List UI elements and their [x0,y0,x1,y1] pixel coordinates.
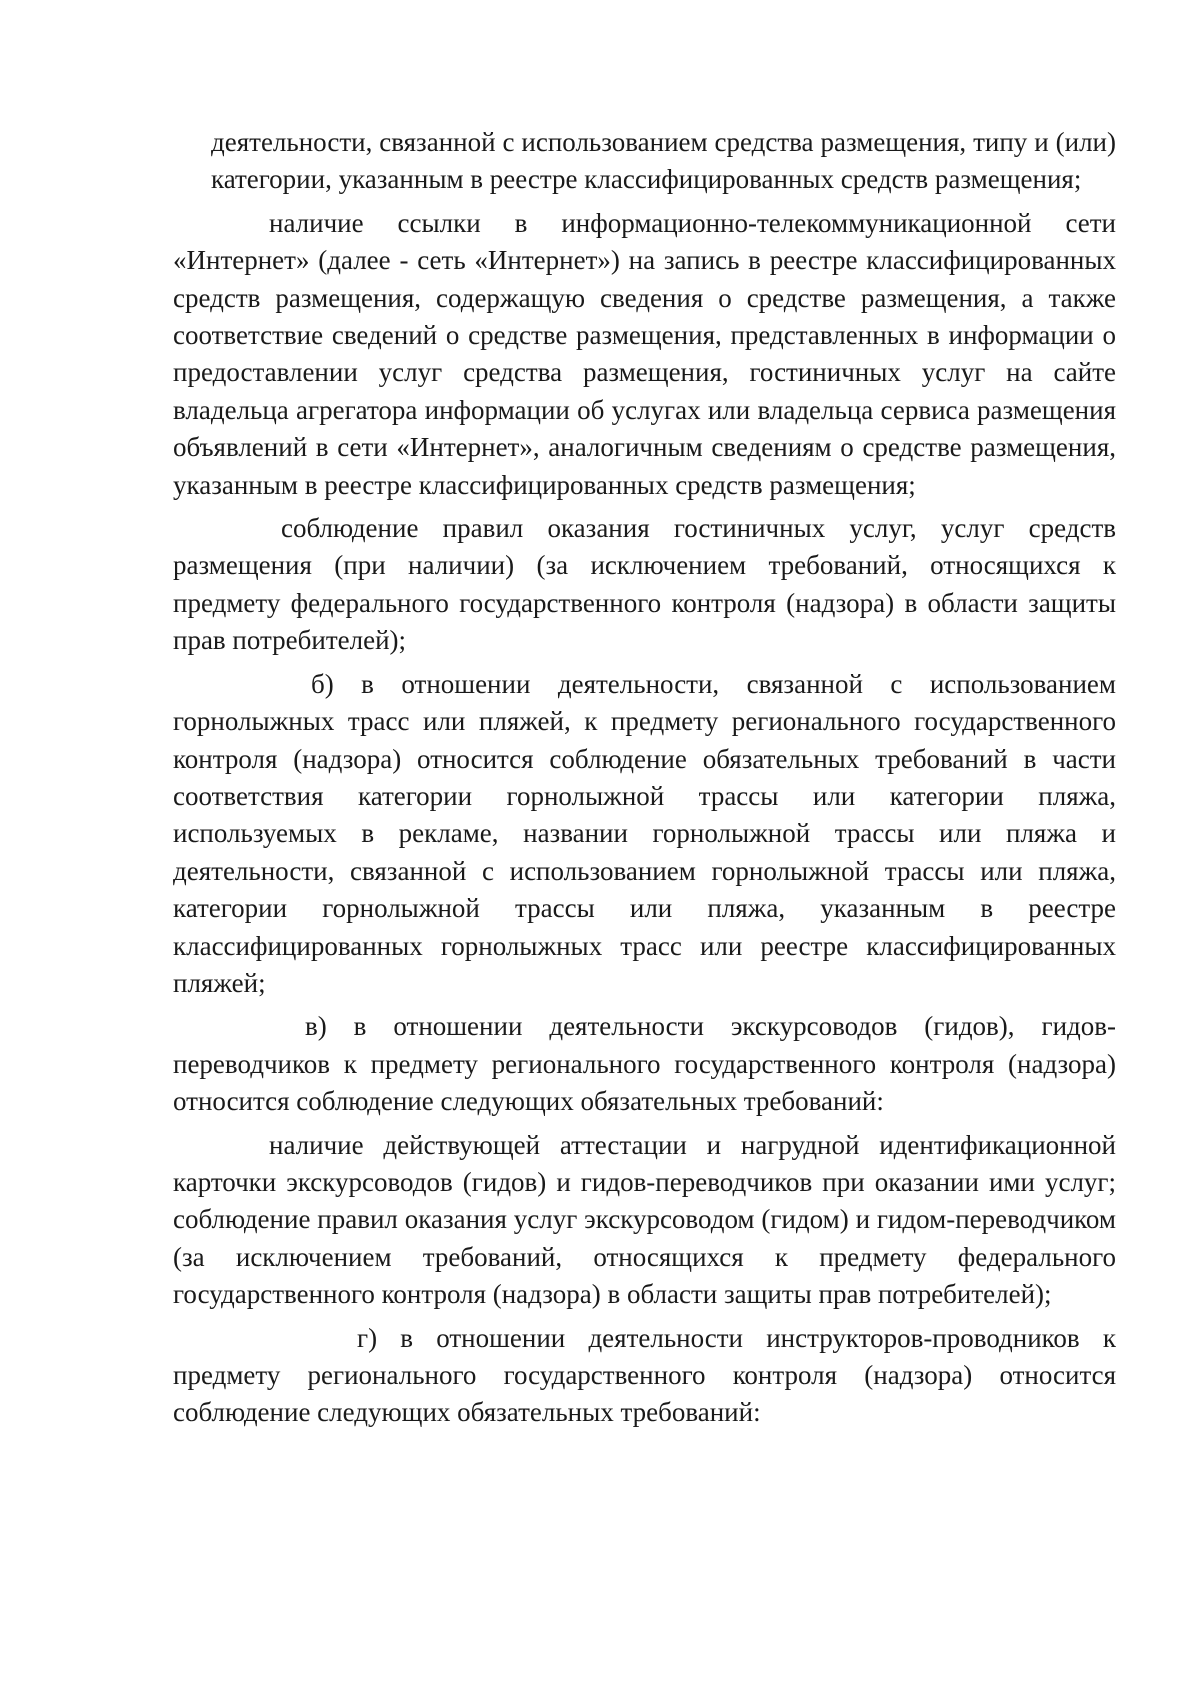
paragraph-ski-beach: б) в отношении деятельности, связанной с использованием горнолыжных трасс или пляжей, к предмету регионального государственного контроля (надзора) относится соблюдение обязательных требований в части соответствия категории горнолыжной трассы или категории пляжа, используемых в рекламе, названии горнолыжной трассы или пляжа и деятельности, связанной с использованием горнолыжной трассы или пляжа, категории горнолыжной трассы или пляжа, указанным в реестре классифицированных горнолыжных трасс или реестре классифицированных пляжей; [173,668,1116,998]
paragraph-guides: в) в отношении деятельности экскурсоводов (гидов), гидов-переводчиков к предмету регионального государственного контроля (надзора) относится соблюдение следующих обязательных требований: [173,1011,1116,1117]
paragraph-hotel-rules: соблюдение правил оказания гостиничных услуг, услуг средств размещения (при наличии) (за исключением требований, относящихся к предмету федерального государственного контроля (надзора) в области защиты прав потребителей); [173,513,1116,656]
paragraph-guide-certification: наличие действующей аттестации и нагрудной идентификационной карточки экскурсоводов (гидов) и гидов-переводчиков при оказании ими услуг; соблюдение правил оказания услуг экскурсоводом (гидом) и гидом-переводчиком (за исключением требований, относящихся к предмету федерального государственного контроля (надзора) в области защиты прав потребителей); [173,1129,1116,1310]
paragraph-accommodation-category: деятельности, связанной с использованием средства размещения, типу и (или) категории, указанным в реестре классифицированных средств размещения; [211,127,1116,195]
paragraph-internet-link: наличие ссылки в информационно-телекоммуникационной сети «Интернет» (далее - сеть «Интернет») на запись в реестре классифицированных средств размещения, содержащую сведения о средстве размещения, а также соответствие сведений о средстве размещения, представленных в информации о предоставлении услуг средства размещения, гостиничных услуг на сайте владельца агрегатора информации об услугах или владельца сервиса размещения объявлений в сети «Интернет», аналогичным сведениям о средстве размещения, указанным в реестре классифицированных средств размещения; [173,207,1116,500]
paragraph-instructors: г) в отношении деятельности инструкторов-проводников к предмету регионального государственного контроля (надзора) относится соблюдение следующих обязательных требований: [173,1322,1116,1428]
document-body [173,124,1116,1432]
